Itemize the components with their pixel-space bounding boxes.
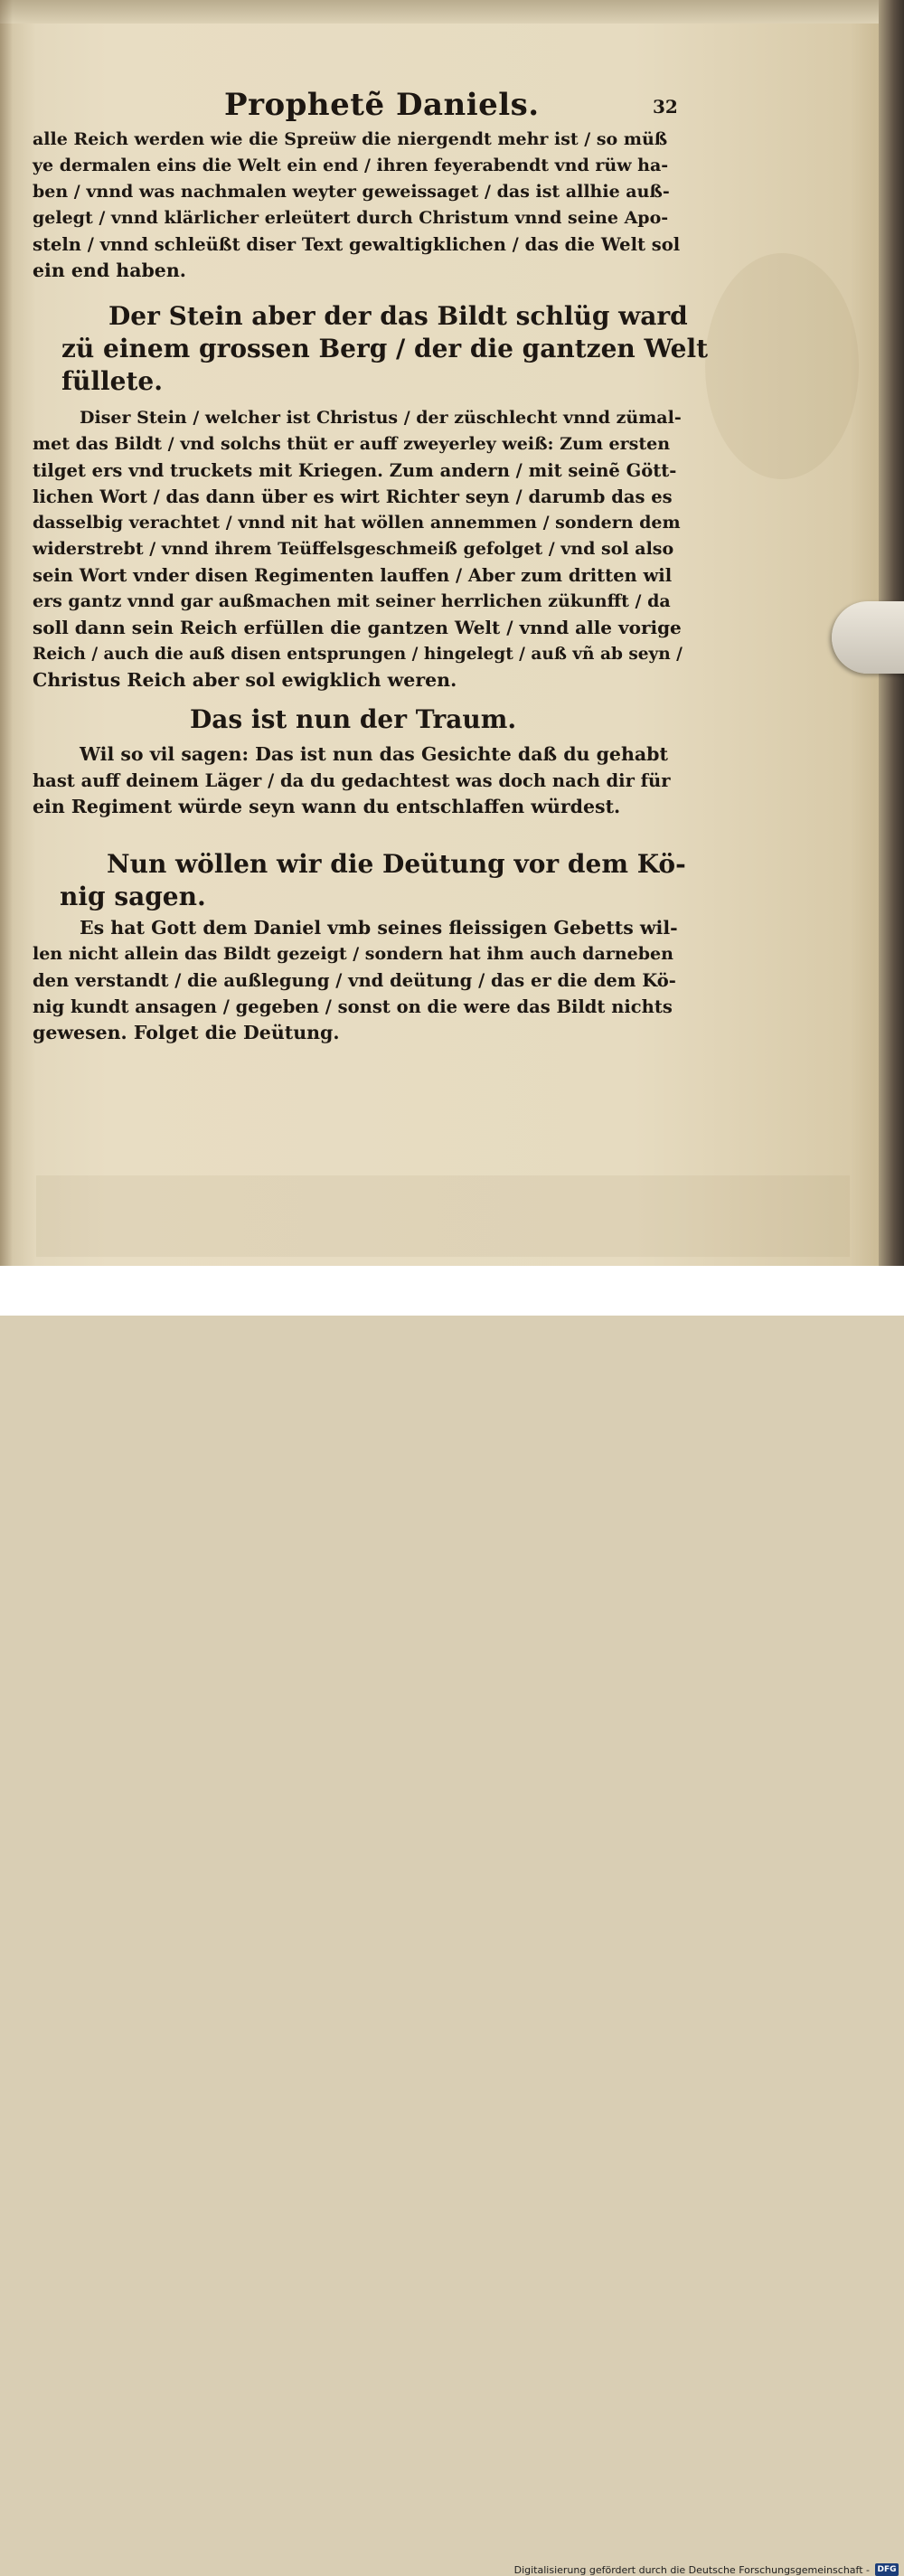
text-line: den verstandt / die außlegung / vnd deütung / das er die dem Kö- <box>33 970 676 991</box>
heading-line: Nun wöllen wir die Deütung vor dem Kö- <box>107 849 686 879</box>
text-line: hast auff deinem Läger / da du gedachtest was doch nach dir für <box>33 770 671 791</box>
dfg-logo-icon: DFG <box>875 2563 899 2576</box>
paragraph-2 <box>33 405 683 694</box>
page-top-edge <box>0 0 904 24</box>
text-line: ein Regiment würde seyn wann du entschlaffen würdest. <box>33 796 621 817</box>
text-line: sein Wort vnder disen Regimenten lauffen / Aber zum dritten wil <box>33 565 673 586</box>
text-line: steln / vnnd schleüßt diser Text gewaltigklichen / das die Welt sol <box>33 234 681 255</box>
section-heading-1 <box>61 300 712 398</box>
text-line: Diser Stein / welcher ist Christus / der züschlecht vnnd zümal- <box>80 408 682 428</box>
heading-line: füllete. <box>61 366 163 396</box>
text-line: widerstrebt / vnnd ihrem Teüffelsgeschmeiß gefolget / vnd sol also <box>33 539 674 559</box>
text-line: dasselbig verachtet / vnnd nit hat wöllen annemmen / sondern dem <box>33 513 681 533</box>
paragraph-1 <box>33 127 683 284</box>
text-line: tilget ers vnd truckets mit Kriegen. Zum andern / mit seinẽ Gött- <box>33 460 677 481</box>
text-line: Wil so vil sagen: Das ist nun das Gesichte daß du gehabt <box>80 743 668 765</box>
heading-line: zü einem grossen Berg / der die gantzen Welt <box>61 334 709 363</box>
text-line: gelegt / vnnd klärlicher erleütert durch Christum vnnd seine Apo- <box>33 208 669 228</box>
text-line: alle Reich werden wie die Spreüw die niergendt mehr ist / so müß <box>33 129 668 149</box>
section-heading-2: Das ist nun der Traum. <box>190 704 517 734</box>
text-line: ben / vnnd was nachmalen weyter geweissaget / das ist allhie auß- <box>33 182 670 202</box>
section-heading-3 <box>60 848 711 913</box>
page-number: 32 <box>653 96 678 118</box>
heading-line: nig sagen. <box>60 882 206 911</box>
text-line: gewesen. Folget die Deütung. <box>33 1022 340 1043</box>
paragraph-3 <box>33 741 683 820</box>
text-line: met das Bildt / vnd solchs thüt er auff zweyerley weiß: Zum ersten <box>33 434 671 454</box>
text-line: Reich / auch die auß disen entsprungen / hingelegt / auß vñ ab seyn / <box>33 645 683 664</box>
footer-bar <box>0 1266 904 2576</box>
text-line: nig kundt ansagen / gegeben / sonst on die were das Bildt nichts <box>33 996 673 1017</box>
text-line: Es hat Gott dem Daniel vmb seines fleissigen Gebetts wil- <box>80 917 678 939</box>
text-line: soll dann sein Reich erfüllen die gantzen Welt / vnnd alle vorige <box>33 617 682 638</box>
text-line: lichen Wort / das dann über es wirt Richter seyn / darumb das es <box>33 486 673 507</box>
paragraph-4 <box>33 915 683 1046</box>
text-line: ers gantz vnnd gar außmachen mit seiner herrlichen zükunfft / da <box>33 591 671 611</box>
text-line: ein end haben. <box>33 259 186 281</box>
text-line: Christus Reich aber sol ewigklich weren. <box>33 669 457 691</box>
running-head: Prophetẽ Daniels. <box>224 87 540 123</box>
bookmark-tab <box>832 601 904 674</box>
funding-credit: Digitalisierung gefördert durch die Deutsche Forschungsgemeinschaft - <box>513 2564 870 2576</box>
paper-stain <box>705 253 859 479</box>
heading-line: Der Stein aber der das Bildt schlüg ward <box>108 301 688 331</box>
gutter-shadow <box>0 0 13 1266</box>
text-line: len nicht allein das Bildt gezeigt / sondern hat ihm auch darneben <box>33 944 673 964</box>
text-line: ye dermalen eins die Welt ein end / ihren feyerabendt vnd rüw ha- <box>33 156 669 175</box>
paper-stain <box>36 1175 850 1257</box>
